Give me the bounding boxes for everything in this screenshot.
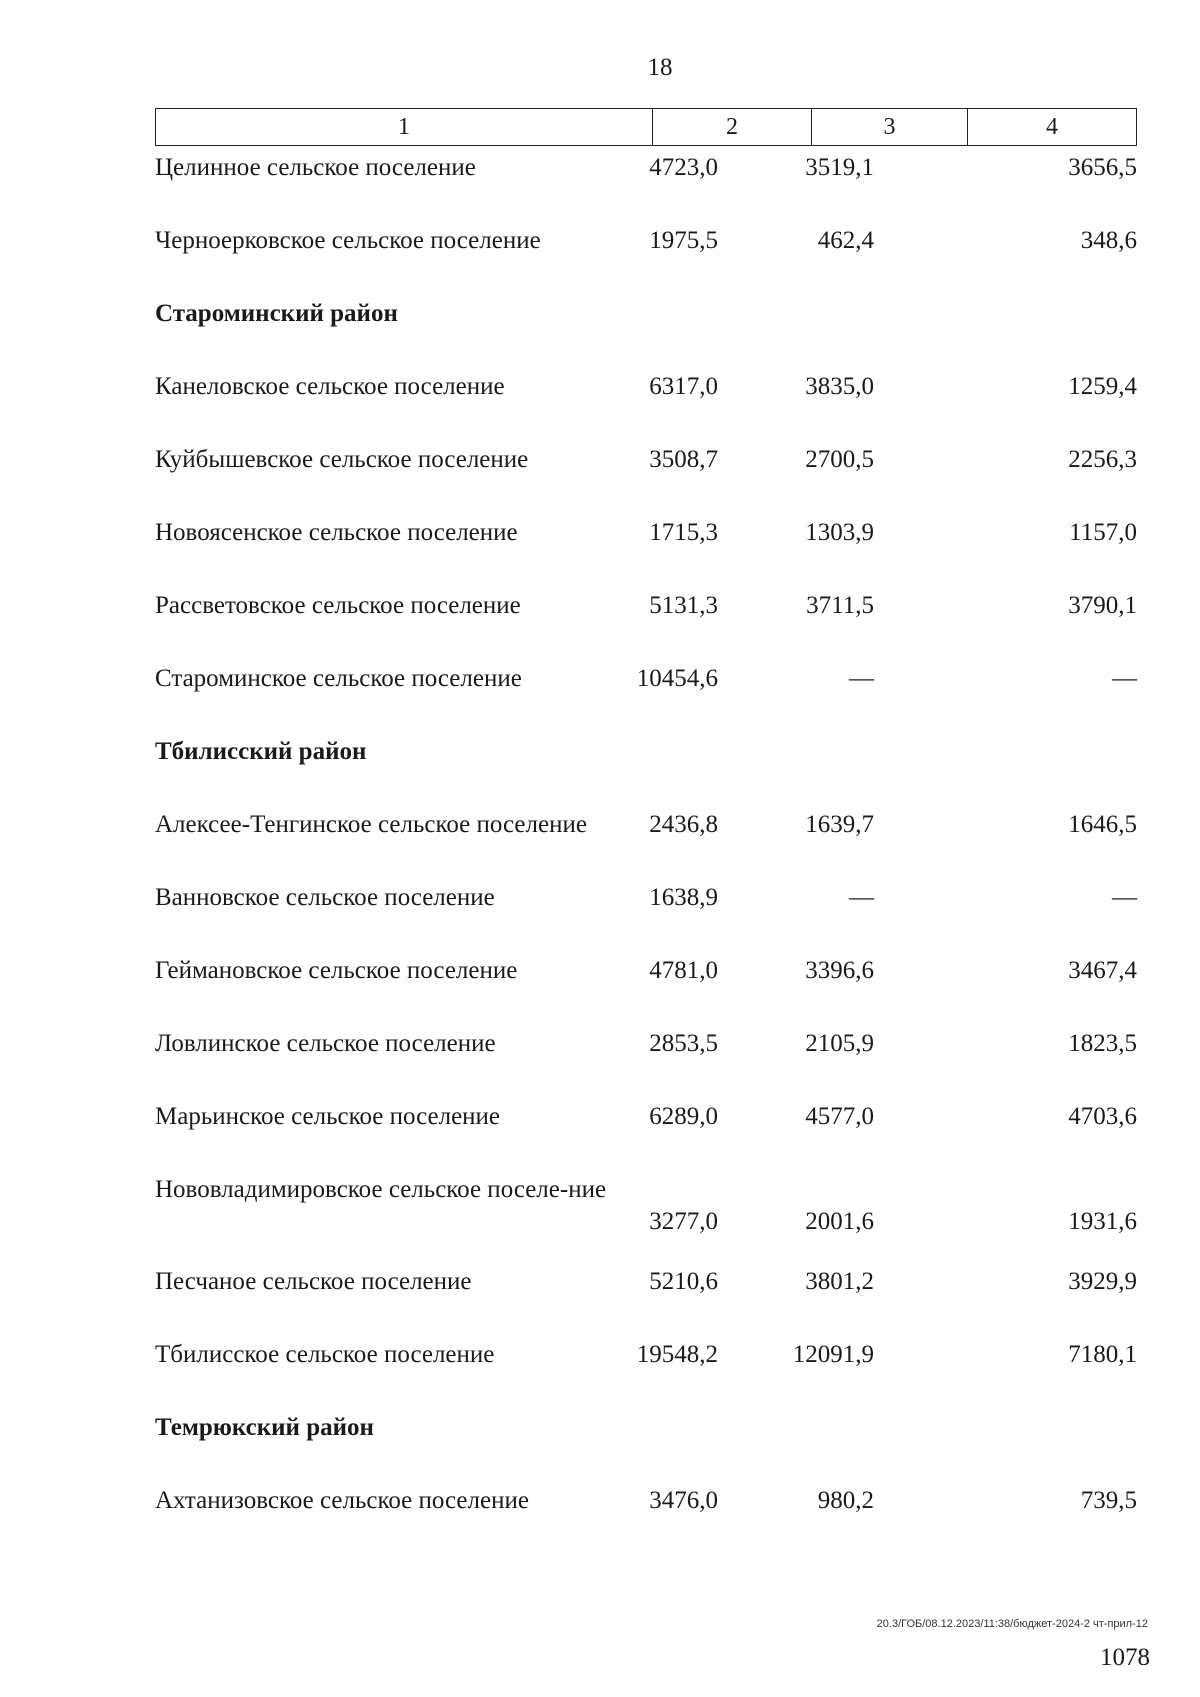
district-heading-row bbox=[155, 730, 1137, 803]
value-col-4: 1931,6 bbox=[1068, 1208, 1137, 1235]
value-col-4: 2256,3 bbox=[1068, 446, 1137, 473]
district-name: Темрюкский район bbox=[155, 1414, 374, 1441]
value-col-4: 1823,5 bbox=[1068, 1030, 1137, 1057]
value-col-4: 4703,6 bbox=[1068, 1103, 1137, 1130]
district-heading-row bbox=[155, 1406, 1137, 1479]
district-name: Староминский район bbox=[155, 300, 398, 327]
value-col-2: 3508,7 bbox=[649, 446, 718, 473]
value-col-4: 3467,4 bbox=[1068, 957, 1137, 984]
value-col-4: — bbox=[1112, 665, 1137, 692]
header-cell-2: 2 bbox=[653, 109, 812, 145]
header-cell-1: 1 bbox=[156, 109, 653, 145]
value-col-2: 2436,8 bbox=[649, 811, 718, 838]
value-col-3: — bbox=[849, 665, 874, 692]
value-col-3: 3801,2 bbox=[805, 1268, 874, 1295]
value-col-3: 3711,5 bbox=[806, 592, 874, 619]
settlement-name: Песчаное сельское поселение bbox=[155, 1268, 472, 1295]
settlement-name: Геймановское сельское поселение bbox=[155, 957, 518, 984]
value-col-4: — bbox=[1112, 884, 1137, 911]
header-cell-4: 4 bbox=[1046, 113, 1058, 140]
settlement-name: Нововладимировское сельское поселе-ние bbox=[155, 1176, 607, 1203]
value-col-3: 3396,6 bbox=[805, 957, 874, 984]
value-col-2: 5131,3 bbox=[649, 592, 718, 619]
page-number: 18 bbox=[647, 54, 673, 81]
district-heading-row bbox=[155, 292, 1137, 365]
table-row bbox=[155, 1260, 1137, 1333]
table-row bbox=[155, 1479, 1137, 1552]
table-body bbox=[155, 146, 1137, 1552]
settlement-name: Ловлинское сельское поселение bbox=[155, 1030, 496, 1057]
table-row bbox=[155, 438, 1137, 511]
table-row bbox=[155, 511, 1137, 584]
settlement-name: Марьинское сельское поселение bbox=[155, 1103, 501, 1130]
value-col-2: 1715,3 bbox=[649, 519, 718, 546]
value-col-2: 6317,0 bbox=[649, 373, 718, 400]
value-col-2: 3277,0 bbox=[649, 1208, 718, 1235]
sheet-number: 1078 bbox=[1100, 1644, 1150, 1671]
value-col-2: 4781,0 bbox=[649, 957, 718, 984]
settlement-name: Ахтанизовское сельское поселение bbox=[155, 1487, 529, 1514]
value-col-2: 2853,5 bbox=[649, 1030, 718, 1057]
settlement-name: Канеловское сельское поселение bbox=[155, 373, 505, 400]
value-col-4: 3929,9 bbox=[1068, 1268, 1137, 1295]
table-row bbox=[155, 876, 1137, 949]
settlement-name: Рассветовское сельское поселение bbox=[155, 592, 521, 619]
value-col-2: 5210,6 bbox=[649, 1268, 718, 1295]
value-col-4: 739,5 bbox=[1080, 1487, 1137, 1514]
settlement-name: Целинное сельское поселение bbox=[155, 154, 476, 181]
settlement-name: Ванновское сельское поселение bbox=[155, 884, 495, 911]
value-col-3: 462,4 bbox=[817, 227, 874, 254]
document-code: 20.3/ГОБ/08.12.2023/11:38/бюджет-2024-2 чт-прил-12 bbox=[876, 1618, 1148, 1630]
table-row bbox=[155, 803, 1137, 876]
value-col-3: — bbox=[849, 884, 874, 911]
value-col-4: 3656,5 bbox=[1068, 154, 1137, 181]
table-row bbox=[155, 146, 1137, 219]
value-col-4: 3790,1 bbox=[1068, 592, 1137, 619]
value-col-3: 12091,9 bbox=[792, 1341, 874, 1368]
table-row bbox=[155, 365, 1137, 438]
value-col-2: 3476,0 bbox=[649, 1487, 718, 1514]
value-col-3: 1303,9 bbox=[805, 519, 874, 546]
value-col-4: 1259,4 bbox=[1068, 373, 1137, 400]
value-col-2: 10454,6 bbox=[636, 665, 718, 692]
table-row bbox=[155, 949, 1137, 1022]
value-col-3: 3519,1 bbox=[805, 154, 874, 181]
value-col-3: 2001,6 bbox=[805, 1208, 874, 1235]
table-row bbox=[155, 584, 1137, 657]
table-row bbox=[155, 1333, 1137, 1406]
value-col-4: 1157,0 bbox=[1069, 519, 1137, 546]
settlement-name: Новоясенское сельское поселение bbox=[155, 519, 518, 546]
value-col-3: 1639,7 bbox=[805, 811, 874, 838]
table-row bbox=[155, 1168, 1137, 1260]
value-col-4: 1646,5 bbox=[1068, 811, 1137, 838]
value-col-2: 19548,2 bbox=[636, 1341, 718, 1368]
value-col-4: 348,6 bbox=[1080, 227, 1137, 254]
settlement-name: Тбилисское сельское поселение bbox=[155, 1341, 495, 1368]
table-row bbox=[155, 657, 1137, 730]
value-col-3: 4577,0 bbox=[805, 1103, 874, 1130]
value-col-3: 2105,9 bbox=[805, 1030, 874, 1057]
district-name: Тбилисский район bbox=[155, 738, 367, 765]
value-col-2: 4723,0 bbox=[649, 154, 718, 181]
value-col-3: 2700,5 bbox=[805, 446, 874, 473]
value-col-2: 1638,9 bbox=[649, 884, 718, 911]
value-col-3: 3835,0 bbox=[805, 373, 874, 400]
settlement-name: Староминское сельское поселение bbox=[155, 665, 522, 692]
table-row bbox=[155, 219, 1137, 292]
table-row bbox=[155, 1095, 1137, 1168]
table-header bbox=[155, 108, 1137, 146]
value-col-2: 6289,0 bbox=[649, 1103, 718, 1130]
value-col-4: 7180,1 bbox=[1068, 1341, 1137, 1368]
table-row bbox=[155, 1022, 1137, 1095]
settlement-name: Алексее-Тенгинское сельское поселение bbox=[155, 811, 587, 838]
value-col-2: 1975,5 bbox=[649, 227, 718, 254]
settlement-name: Куйбышевское сельское поселение bbox=[155, 446, 529, 473]
settlement-name: Черноерковское сельское поселение bbox=[155, 227, 541, 254]
header-cell-3: 3 bbox=[812, 109, 968, 145]
value-col-3: 980,2 bbox=[817, 1487, 874, 1514]
